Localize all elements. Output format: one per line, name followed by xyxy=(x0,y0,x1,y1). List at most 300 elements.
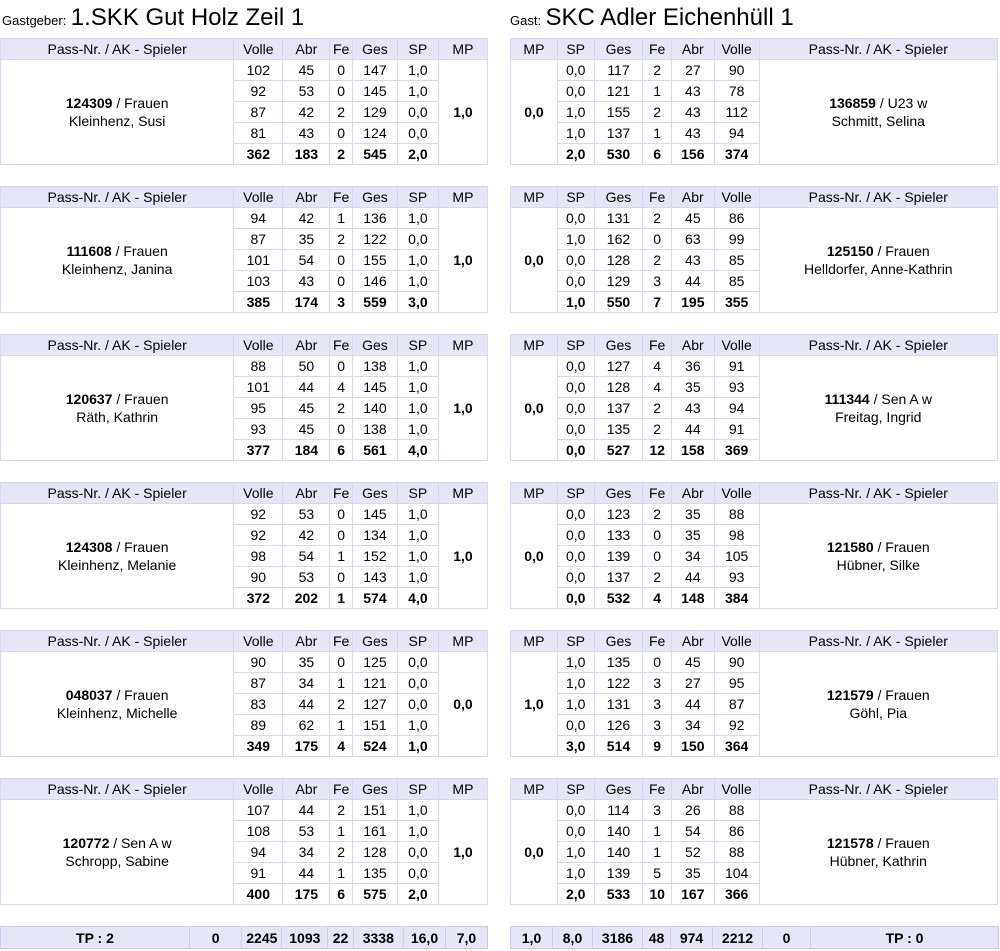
sp-cell: 0,0 xyxy=(397,102,438,123)
sp-cell: 0,0 xyxy=(557,208,594,229)
volle-cell: 374 xyxy=(714,144,759,165)
age-class: / Frauen xyxy=(873,243,930,259)
abr-cell: 54 xyxy=(283,546,330,567)
host-block-5 xyxy=(0,630,488,757)
abr-cell: 174 xyxy=(283,292,330,313)
lane-row xyxy=(1,800,488,821)
host-total-value: 0 xyxy=(189,927,241,949)
ges-cell: 117 xyxy=(594,60,643,81)
ges-cell: 530 xyxy=(594,144,643,165)
header-row xyxy=(1,483,488,504)
fe-cell: 1 xyxy=(643,81,672,102)
volle-cell: 98 xyxy=(234,546,283,567)
volle-cell: 349 xyxy=(234,736,283,757)
abr-cell: 62 xyxy=(283,715,330,736)
sp-cell: 1,0 xyxy=(557,292,594,313)
volle-cell: 91 xyxy=(234,863,283,884)
lane-row xyxy=(511,652,998,673)
host-match-points-5: 0,0 xyxy=(438,652,487,757)
guest-match-points-5: 1,0 xyxy=(511,652,558,757)
volle-cell: 107 xyxy=(234,800,283,821)
sp-cell: 1,0 xyxy=(397,525,438,546)
host-total-tp: TP : 2 xyxy=(1,927,190,949)
ges-cell: 128 xyxy=(594,377,643,398)
abr-cell: 45 xyxy=(671,208,714,229)
volle-cell: 94 xyxy=(714,398,759,419)
header-ges: Ges xyxy=(352,483,397,504)
header-player: Pass-Nr. / AK - Spieler xyxy=(759,631,997,652)
sp-cell: 0,0 xyxy=(557,271,594,292)
ges-cell: 140 xyxy=(594,821,643,842)
header-ges: Ges xyxy=(352,631,397,652)
volle-cell: 103 xyxy=(234,271,283,292)
volle-cell: 86 xyxy=(714,821,759,842)
fe-cell: 2 xyxy=(643,208,672,229)
abr-cell: 42 xyxy=(283,102,330,123)
player-name: Schropp, Sabine xyxy=(65,853,169,869)
header-sp: SP xyxy=(397,187,438,208)
sp-cell: 0,0 xyxy=(397,673,438,694)
guest-match-points-6: 0,0 xyxy=(511,800,558,905)
player-pass-line xyxy=(1,686,233,704)
header-row xyxy=(511,779,998,800)
pass-number: 124308 xyxy=(65,539,113,555)
fe-cell: 5 xyxy=(643,863,672,884)
player-pass-line xyxy=(760,242,997,260)
abr-cell: 43 xyxy=(671,250,714,271)
guest-block-5 xyxy=(510,630,998,757)
fe-cell: 2 xyxy=(643,250,672,271)
ges-cell: 133 xyxy=(594,525,643,546)
guest-total-value: 0 xyxy=(763,927,811,949)
header-volle: Volle xyxy=(714,779,759,800)
guest-team-name: SKC Adler Eichenhüll 1 xyxy=(545,4,794,31)
pass-number: 120637 xyxy=(65,391,113,407)
guest-total-mp: 1,0 xyxy=(511,927,553,949)
abr-cell: 44 xyxy=(671,419,714,440)
player-pass-line xyxy=(1,834,233,852)
ges-cell: 138 xyxy=(352,419,397,440)
header-fe: Fe xyxy=(643,483,672,504)
volle-cell: 93 xyxy=(234,419,283,440)
guest-totals-row xyxy=(510,926,999,949)
volle-cell: 384 xyxy=(714,588,759,609)
fe-cell: 2 xyxy=(330,800,353,821)
fe-cell: 4 xyxy=(330,377,353,398)
sp-cell: 0,0 xyxy=(557,504,594,525)
player-pass-line xyxy=(760,538,997,556)
pass-number: 136859 xyxy=(829,95,876,111)
header-mp: MP xyxy=(511,187,558,208)
sp-cell: 0,0 xyxy=(557,440,594,461)
fe-cell: 2 xyxy=(643,567,672,588)
fe-cell: 0 xyxy=(330,271,353,292)
ges-cell: 134 xyxy=(352,525,397,546)
ges-cell: 136 xyxy=(352,208,397,229)
lane-row xyxy=(511,356,998,377)
volle-cell: 90 xyxy=(714,652,759,673)
sp-cell: 0,0 xyxy=(557,356,594,377)
ges-cell: 137 xyxy=(594,123,643,144)
pass-number: 048037 xyxy=(65,687,113,703)
fe-cell: 2 xyxy=(330,144,353,165)
host-player-5 xyxy=(1,652,234,757)
fe-cell: 2 xyxy=(643,419,672,440)
abr-cell: 175 xyxy=(283,884,330,905)
host-total-volle: 2245 xyxy=(242,927,282,949)
abr-cell: 34 xyxy=(671,546,714,567)
abr-cell: 175 xyxy=(283,736,330,757)
volle-cell: 99 xyxy=(714,229,759,250)
volle-cell: 83 xyxy=(234,694,283,715)
ges-cell: 121 xyxy=(594,81,643,102)
host-block-6 xyxy=(0,778,488,905)
volle-cell: 372 xyxy=(234,588,283,609)
lane-row xyxy=(1,504,488,525)
player-name: Schmitt, Selina xyxy=(831,113,925,129)
abr-cell: 63 xyxy=(671,229,714,250)
ges-cell: 137 xyxy=(594,567,643,588)
lane-row xyxy=(511,208,998,229)
volle-cell: 108 xyxy=(234,821,283,842)
header-ges: Ges xyxy=(352,779,397,800)
sp-cell: 0,0 xyxy=(557,419,594,440)
age-class: / U23 w xyxy=(875,95,928,111)
ges-cell: 128 xyxy=(352,842,397,863)
guest-block-2 xyxy=(510,186,998,313)
header-fe: Fe xyxy=(330,779,353,800)
volle-cell: 87 xyxy=(234,102,283,123)
abr-cell: 158 xyxy=(671,440,714,461)
header-row xyxy=(1,187,488,208)
sp-cell: 1,0 xyxy=(397,800,438,821)
pass-number: 111608 xyxy=(66,243,112,259)
host-total-sp: 16,0 xyxy=(404,927,446,949)
age-class: / Frauen xyxy=(873,835,930,851)
header-abr: Abr xyxy=(283,39,330,60)
guest-block-4 xyxy=(510,482,998,609)
header-sp: SP xyxy=(397,335,438,356)
header-player: Pass-Nr. / AK - Spieler xyxy=(759,335,997,356)
ges-cell: 561 xyxy=(352,440,397,461)
ges-cell: 527 xyxy=(594,440,643,461)
abr-cell: 35 xyxy=(671,863,714,884)
header-abr: Abr xyxy=(671,335,714,356)
ges-cell: 533 xyxy=(594,884,643,905)
abr-cell: 43 xyxy=(671,102,714,123)
fe-cell: 2 xyxy=(643,504,672,525)
header-abr: Abr xyxy=(283,483,330,504)
player-name: Hübner, Kathrin xyxy=(829,853,927,869)
fe-cell: 0 xyxy=(330,419,353,440)
volle-cell: 94 xyxy=(234,208,283,229)
header-player: Pass-Nr. / AK - Spieler xyxy=(759,187,997,208)
sp-cell: 1,0 xyxy=(397,81,438,102)
sp-cell: 1,0 xyxy=(397,250,438,271)
header-ges: Ges xyxy=(594,39,643,60)
host-block-2 xyxy=(0,186,488,313)
sp-cell: 0,0 xyxy=(557,81,594,102)
host-block-4 xyxy=(0,482,488,609)
abr-cell: 54 xyxy=(671,821,714,842)
fe-cell: 4 xyxy=(643,356,672,377)
sp-cell: 1,0 xyxy=(397,271,438,292)
fe-cell: 1 xyxy=(330,863,353,884)
fe-cell: 1 xyxy=(330,715,353,736)
host-total-ges: 3338 xyxy=(353,927,403,949)
abr-cell: 34 xyxy=(283,842,330,863)
host-block-3 xyxy=(0,334,488,461)
sp-cell: 1,0 xyxy=(397,567,438,588)
ges-cell: 145 xyxy=(352,377,397,398)
sp-cell: 1,0 xyxy=(397,60,438,81)
fe-cell: 0 xyxy=(330,567,353,588)
volle-cell: 400 xyxy=(234,884,283,905)
ges-cell: 559 xyxy=(352,292,397,313)
pass-number: 124309 xyxy=(65,95,113,111)
header-ges: Ges xyxy=(594,631,643,652)
header-sp: SP xyxy=(397,631,438,652)
header-fe: Fe xyxy=(330,631,353,652)
volle-cell: 369 xyxy=(714,440,759,461)
ges-cell: 138 xyxy=(352,356,397,377)
abr-cell: 54 xyxy=(283,250,330,271)
sp-cell: 0,0 xyxy=(397,652,438,673)
host-player-3 xyxy=(1,356,234,461)
header-player: Pass-Nr. / AK - Spieler xyxy=(1,779,234,800)
fe-cell: 12 xyxy=(643,440,672,461)
abr-cell: 44 xyxy=(283,800,330,821)
guest-total-ges: 3186 xyxy=(593,927,643,949)
volle-cell: 92 xyxy=(234,81,283,102)
guest-match-points-2: 0,0 xyxy=(511,208,558,313)
header-player: Pass-Nr. / AK - Spieler xyxy=(1,39,234,60)
host-match-points-3: 1,0 xyxy=(438,356,487,461)
fe-cell: 3 xyxy=(643,673,672,694)
fe-cell: 2 xyxy=(330,694,353,715)
volle-cell: 92 xyxy=(234,525,283,546)
abr-cell: 27 xyxy=(671,673,714,694)
fe-cell: 2 xyxy=(330,842,353,863)
sp-cell: 4,0 xyxy=(397,588,438,609)
abr-cell: 34 xyxy=(671,715,714,736)
ges-cell: 574 xyxy=(352,588,397,609)
header-mp: MP xyxy=(438,39,487,60)
sp-cell: 1,0 xyxy=(397,504,438,525)
fe-cell: 3 xyxy=(643,271,672,292)
fe-cell: 1 xyxy=(330,208,353,229)
ges-cell: 123 xyxy=(594,504,643,525)
header-fe: Fe xyxy=(330,335,353,356)
host-block-1 xyxy=(0,38,488,165)
volle-cell: 94 xyxy=(234,842,283,863)
player-pass-line xyxy=(1,538,233,556)
fe-cell: 7 xyxy=(643,292,672,313)
host-total-mp: 7,0 xyxy=(445,927,487,949)
sp-cell: 3,0 xyxy=(397,292,438,313)
header-sp: SP xyxy=(557,779,594,800)
abr-cell: 52 xyxy=(671,842,714,863)
abr-cell: 195 xyxy=(671,292,714,313)
abr-cell: 150 xyxy=(671,736,714,757)
fe-cell: 2 xyxy=(330,102,353,123)
fe-cell: 2 xyxy=(643,398,672,419)
header-row xyxy=(1,779,488,800)
volle-cell: 95 xyxy=(714,673,759,694)
header-abr: Abr xyxy=(283,631,330,652)
fe-cell: 1 xyxy=(643,123,672,144)
header-volle: Volle xyxy=(234,631,283,652)
fe-cell: 0 xyxy=(330,81,353,102)
sp-cell: 1,0 xyxy=(557,863,594,884)
guest-total-tp: TP : 0 xyxy=(811,927,999,949)
sp-cell: 0,0 xyxy=(557,567,594,588)
sp-cell: 1,0 xyxy=(557,652,594,673)
ges-cell: 131 xyxy=(594,208,643,229)
sp-cell: 1,0 xyxy=(397,377,438,398)
volle-cell: 355 xyxy=(714,292,759,313)
volle-cell: 92 xyxy=(234,504,283,525)
fe-cell: 0 xyxy=(330,60,353,81)
sp-cell: 0,0 xyxy=(557,588,594,609)
ges-cell: 145 xyxy=(352,81,397,102)
ges-cell: 514 xyxy=(594,736,643,757)
fe-cell: 1 xyxy=(330,821,353,842)
fe-cell: 4 xyxy=(643,588,672,609)
fe-cell: 0 xyxy=(330,525,353,546)
ges-cell: 127 xyxy=(594,356,643,377)
ges-cell: 122 xyxy=(594,673,643,694)
header-fe: Fe xyxy=(643,631,672,652)
ges-cell: 575 xyxy=(352,884,397,905)
ges-cell: 524 xyxy=(352,736,397,757)
header-fe: Fe xyxy=(330,39,353,60)
header-volle: Volle xyxy=(714,631,759,652)
fe-cell: 2 xyxy=(643,102,672,123)
guest-label: Gast: xyxy=(510,13,542,28)
ges-cell: 127 xyxy=(352,694,397,715)
header-ges: Ges xyxy=(352,39,397,60)
abr-cell: 43 xyxy=(671,81,714,102)
player-name: Hübner, Silke xyxy=(836,557,920,573)
fe-cell: 0 xyxy=(330,250,353,271)
ges-cell: 155 xyxy=(594,102,643,123)
header-sp: SP xyxy=(557,631,594,652)
host-total-abr: 1093 xyxy=(282,927,328,949)
pass-number: 111344 xyxy=(824,391,870,407)
abr-cell: 44 xyxy=(283,377,330,398)
fe-cell: 9 xyxy=(643,736,672,757)
sp-cell: 2,0 xyxy=(557,884,594,905)
header-volle: Volle xyxy=(714,483,759,504)
volle-cell: 94 xyxy=(714,123,759,144)
volle-cell: 87 xyxy=(234,229,283,250)
abr-cell: 35 xyxy=(283,229,330,250)
sp-cell: 0,0 xyxy=(397,123,438,144)
header-row xyxy=(1,39,488,60)
host-match-points-6: 1,0 xyxy=(438,800,487,905)
age-class: / Sen A w xyxy=(109,835,172,851)
abr-cell: 45 xyxy=(283,60,330,81)
header-ges: Ges xyxy=(594,779,643,800)
header-sp: SP xyxy=(397,779,438,800)
sp-cell: 0,0 xyxy=(557,715,594,736)
volle-cell: 93 xyxy=(714,377,759,398)
header-sp: SP xyxy=(557,187,594,208)
volle-cell: 102 xyxy=(234,60,283,81)
sp-cell: 0,0 xyxy=(397,229,438,250)
fe-cell: 0 xyxy=(643,546,672,567)
header-row xyxy=(511,39,998,60)
fe-cell: 0 xyxy=(330,123,353,144)
fe-cell: 3 xyxy=(330,292,353,313)
volle-cell: 95 xyxy=(234,398,283,419)
volle-cell: 92 xyxy=(714,715,759,736)
fe-cell: 3 xyxy=(643,715,672,736)
header-sp: SP xyxy=(557,335,594,356)
age-class: / Frauen xyxy=(112,687,169,703)
sp-cell: 1,0 xyxy=(397,356,438,377)
volle-cell: 104 xyxy=(714,863,759,884)
volle-cell: 91 xyxy=(714,419,759,440)
fe-cell: 0 xyxy=(330,356,353,377)
abr-cell: 184 xyxy=(283,440,330,461)
sp-cell: 4,0 xyxy=(397,440,438,461)
header-player: Pass-Nr. / AK - Spieler xyxy=(759,39,997,60)
player-pass-line xyxy=(760,834,997,852)
volle-cell: 86 xyxy=(714,208,759,229)
header-ges: Ges xyxy=(594,335,643,356)
volle-cell: 81 xyxy=(234,123,283,144)
age-class: / Frauen xyxy=(873,687,930,703)
sp-cell: 1,0 xyxy=(557,673,594,694)
sp-cell: 3,0 xyxy=(557,736,594,757)
sp-cell: 1,0 xyxy=(557,229,594,250)
ges-cell: 143 xyxy=(352,567,397,588)
player-name: Räth, Kathrin xyxy=(76,409,158,425)
header-fe: Fe xyxy=(330,187,353,208)
guest-player-5 xyxy=(759,652,997,757)
header-volle: Volle xyxy=(234,483,283,504)
header-ges: Ges xyxy=(352,335,397,356)
fe-cell: 0 xyxy=(643,525,672,546)
ges-cell: 162 xyxy=(594,229,643,250)
guest-total-volle: 2212 xyxy=(713,927,763,949)
header-row xyxy=(511,187,998,208)
fe-cell: 0 xyxy=(643,229,672,250)
header-abr: Abr xyxy=(283,335,330,356)
abr-cell: 53 xyxy=(283,504,330,525)
ges-cell: 124 xyxy=(352,123,397,144)
sp-cell: 0,0 xyxy=(557,250,594,271)
header-row xyxy=(1,631,488,652)
volle-cell: 90 xyxy=(714,60,759,81)
header-ges: Ges xyxy=(594,483,643,504)
age-class: / Frauen xyxy=(873,539,930,555)
volle-cell: 88 xyxy=(714,504,759,525)
guest-match-points-3: 0,0 xyxy=(511,356,558,461)
abr-cell: 44 xyxy=(671,694,714,715)
guest-match-points-1: 0,0 xyxy=(511,60,558,165)
guest-match-points-4: 0,0 xyxy=(511,504,558,609)
fe-cell: 1 xyxy=(643,842,672,863)
sp-cell: 1,0 xyxy=(397,546,438,567)
sp-cell: 0,0 xyxy=(397,842,438,863)
ges-cell: 114 xyxy=(594,800,643,821)
guest-team-title xyxy=(510,4,794,34)
abr-cell: 44 xyxy=(283,863,330,884)
abr-cell: 42 xyxy=(283,525,330,546)
